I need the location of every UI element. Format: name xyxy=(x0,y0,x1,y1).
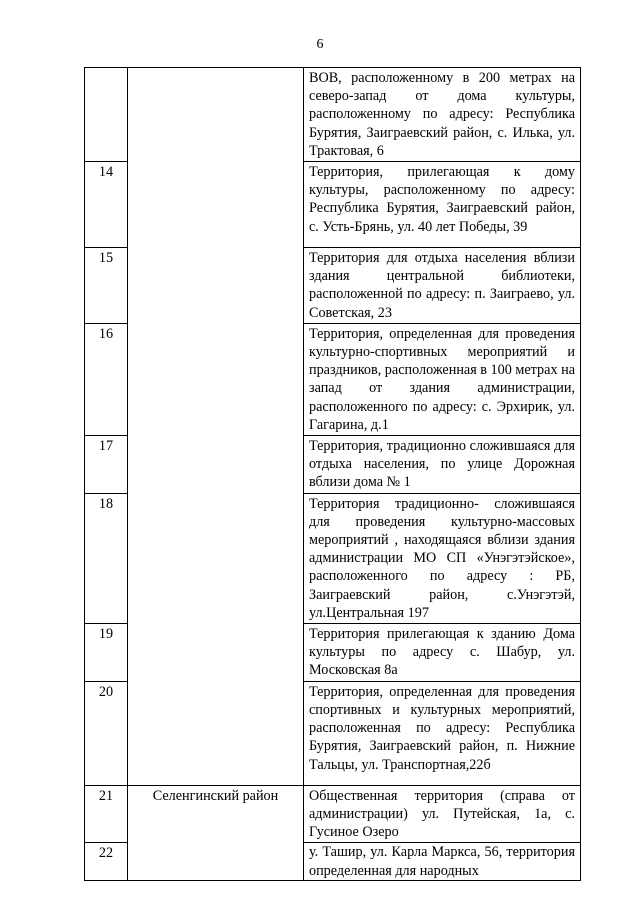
table-row xyxy=(85,68,581,162)
territory-description: у. Ташир, ул. Карла Маркса, 56, территория определенная для народных xyxy=(304,843,581,881)
page-number: 6 xyxy=(316,37,324,52)
territories-table xyxy=(84,67,581,881)
territory-description: Территория, прилегающая к дому культуры, расположенному по адресу: Республика Бурятия, Заиграевский район, с. Усть-Брянь, ул. 40 лет Победы, 39 xyxy=(304,162,581,248)
row-number: 18 xyxy=(85,493,128,623)
territory-description: Общественная территория (справа от администрации) ул. Путейская, 1а, с. Гусиное Озеро xyxy=(304,785,581,843)
row-number: 17 xyxy=(85,436,128,494)
row-number: 22 xyxy=(85,843,128,881)
row-number: 16 xyxy=(85,323,128,435)
territory-description: Территория прилегающая к зданию Дома культуры по адресу с. Шабур, ул. Московская 8а xyxy=(304,624,581,682)
table-row xyxy=(85,785,581,843)
row-number xyxy=(85,68,128,162)
territory-description: Территория для отдыха населения вблизи здания центральной библиотеки, расположенной по адресу: п. Заиграево, ул. Советская, 23 xyxy=(304,248,581,324)
territory-description: Территория, традиционно сложившаяся для отдыха населения, по улице Дорожная вблизи дома № 1 xyxy=(304,436,581,494)
row-number: 21 xyxy=(85,785,128,843)
row-number: 14 xyxy=(85,162,128,248)
row-number: 20 xyxy=(85,681,128,785)
territory-description: ВОВ, расположенному в 200 метрах на северо-запад от дома культуры, расположенному по адресу: Республика Бурятия, Заиграевский район, с. Илька, ул. Трактовая, 6 xyxy=(304,68,581,162)
district-cell-selenginsky: Селенгинский район xyxy=(128,785,304,881)
territory-description: Территория, определенная для проведения спортивных и культурных мероприятий, расположенная по адресу: Республика Бурятия, Заиграевский район, п. Нижние Тальцы, ул. Транспортная,22б xyxy=(304,681,581,785)
district-cell-empty xyxy=(128,68,304,786)
territory-description: Территория, определенная для проведения культурно-спортивных мероприятий и праздников, расположенная в 100 метрах на запад от здания администрации, расположенного по адресу: с. Эрхирик, ул. Гагарина, д.1 xyxy=(304,323,581,435)
territory-description: Территория традиционно- сложившаяся для проведения культурно-массовых мероприятий , находящаяся вблизи здания администрации МО СП «Унэгэтэйское», расположенного по адресу : РБ, Заиграевский район, с.Унэгэтэй, ул.Центральная 197 xyxy=(304,493,581,623)
row-number: 19 xyxy=(85,624,128,682)
row-number: 15 xyxy=(85,248,128,324)
